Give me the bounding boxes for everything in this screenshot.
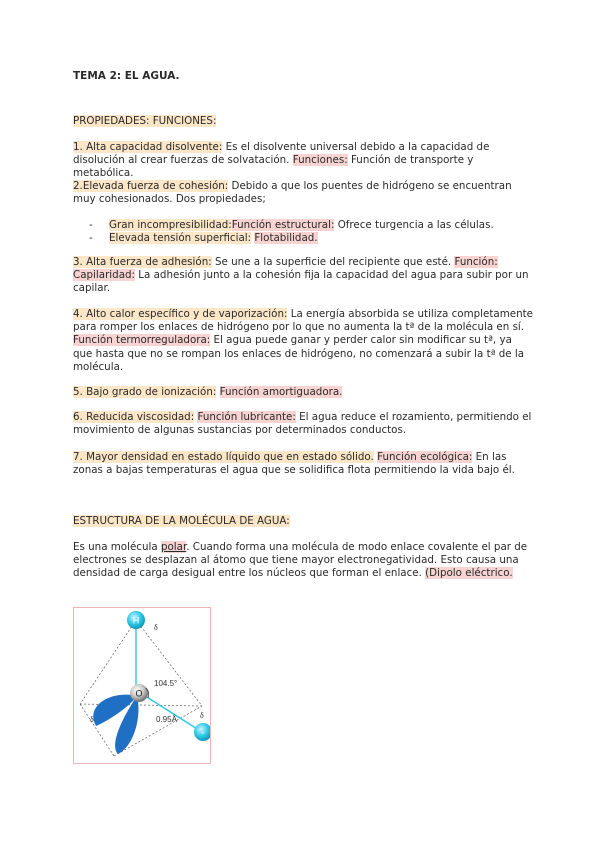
property-4-function-label: Función termorreguladora: bbox=[73, 334, 211, 347]
structure-heading-text: ESTRUCTURA DE LA MOLÉCULA DE AGUA: bbox=[73, 515, 290, 527]
page-title: TEMA 2: EL AGUA. bbox=[73, 70, 180, 82]
bond-o-h-right bbox=[142, 694, 202, 732]
structure-polar: polar bbox=[160, 541, 187, 553]
property-4-label: 4. Alto calor específico y de vaporización: bbox=[73, 308, 288, 320]
property-3-function-name: Capilaridad: bbox=[73, 269, 136, 282]
property-4-text-b: El agua puede ganar y perder calor sin modificar su tª, ya que hasta que no se rompan los enlaces de hidrógeno, no comenzará a subir la tª de la molécula. bbox=[73, 334, 525, 373]
property-2-list bbox=[89, 219, 529, 245]
hydrogen-label: H bbox=[132, 615, 140, 626]
water-molecule-diagram bbox=[74, 608, 210, 763]
list-item-text: Ofrece turgencia a las células. bbox=[334, 219, 494, 231]
property-6-text: El agua reduce el rozamiento, permitiendo el movimiento de algunas sustancias por determinados conductos. bbox=[73, 411, 532, 437]
delta-right-label: δ bbox=[200, 711, 204, 720]
water-molecule-figure bbox=[73, 607, 211, 764]
properties-heading-text: PROPIEDADES: FUNCIONES: bbox=[73, 115, 217, 127]
oxygen-label: O bbox=[135, 688, 143, 699]
property-1 bbox=[73, 141, 533, 181]
property-7 bbox=[73, 451, 533, 477]
property-7-function-label: Función ecológica: bbox=[377, 451, 473, 463]
property-3-text-a: Se une a la superficie del recipiente que esté. bbox=[211, 256, 455, 268]
property-5-label: 5. Bajo grado de ionización: bbox=[73, 386, 217, 398]
delta-plus-label: δ bbox=[154, 623, 158, 632]
property-4-text-a: La energía absorbida se utiliza completamente para romper los enlaces de hidrógeno por lo que no aumenta la tª de la molécula en sí. bbox=[73, 308, 533, 334]
property-1-function-label: Funciones: bbox=[292, 154, 348, 167]
list-item-name: Elevada tensión superficial: bbox=[109, 232, 252, 245]
property-1-label: 1. Alta capacidad disolvente: bbox=[73, 141, 223, 153]
list-item-name: Gran incompresibilidad: bbox=[109, 219, 232, 231]
property-2-text: Debido a que los puentes de hidrógeno se encuentran muy cohesionados. Dos propiedades; bbox=[73, 180, 512, 206]
list-item bbox=[89, 219, 529, 232]
delta-minus-label: δ bbox=[90, 715, 94, 724]
property-6-function-label: Función lubricante: bbox=[197, 411, 296, 423]
list-item-function: Flotabilidad. bbox=[254, 232, 318, 245]
property-6 bbox=[73, 411, 533, 437]
structure-heading bbox=[73, 515, 533, 528]
property-6-label: 6. Reducida viscosidad: bbox=[73, 411, 195, 423]
property-3-text-b: La adhesión junto a la cohesión fija la capacidad del agua para subir por un capilar. bbox=[73, 269, 529, 295]
properties-heading bbox=[73, 115, 533, 128]
structure-dipole: (Dipolo eléctrico. bbox=[425, 567, 513, 580]
property-3 bbox=[73, 256, 533, 296]
property-4 bbox=[73, 308, 533, 374]
tetra-edge bbox=[80, 620, 136, 704]
property-7-text: En las zonas a bajas temperaturas el agua que se solidifica flota permitiendo la vida bajo él. bbox=[73, 451, 515, 477]
structure-text-a: Es una molécula bbox=[73, 541, 161, 553]
bond-length-label: 0.95Å bbox=[156, 715, 177, 724]
minus-sign-label: - bbox=[201, 727, 205, 738]
bond-angle-label: 104.5° bbox=[154, 679, 178, 688]
property-2 bbox=[73, 180, 533, 206]
property-3-label: 3. Alta fuerza de adhesión: bbox=[73, 256, 212, 268]
property-7-label: 7. Mayor densidad en estado líquido que en estado sólido. bbox=[73, 451, 374, 463]
property-1-text-b: Función de transporte y metabólica. bbox=[73, 154, 474, 180]
property-1-text-a: Es el disolvente universal debido a la capacidad de disolución al crear fuerzas de solvatación. bbox=[73, 141, 490, 167]
property-3-function-label: Función: bbox=[454, 256, 498, 268]
structure-text-b: . Cuando forma una molécula de modo enlace covalente el par de electrones se desplazan al átomo que tiene mayor electronegatividad. Esto causa una densidad de carga desigual entre los núcleos que forman el enlace. bbox=[73, 541, 528, 580]
property-2-label: 2.Elevada fuerza de cohesión: bbox=[73, 180, 229, 192]
list-item bbox=[89, 232, 529, 245]
property-5-function-label: Función amortiguadora. bbox=[219, 386, 343, 398]
structure-paragraph bbox=[73, 541, 533, 581]
property-5 bbox=[73, 386, 533, 399]
list-item-function: Función estructural: bbox=[231, 219, 335, 231]
